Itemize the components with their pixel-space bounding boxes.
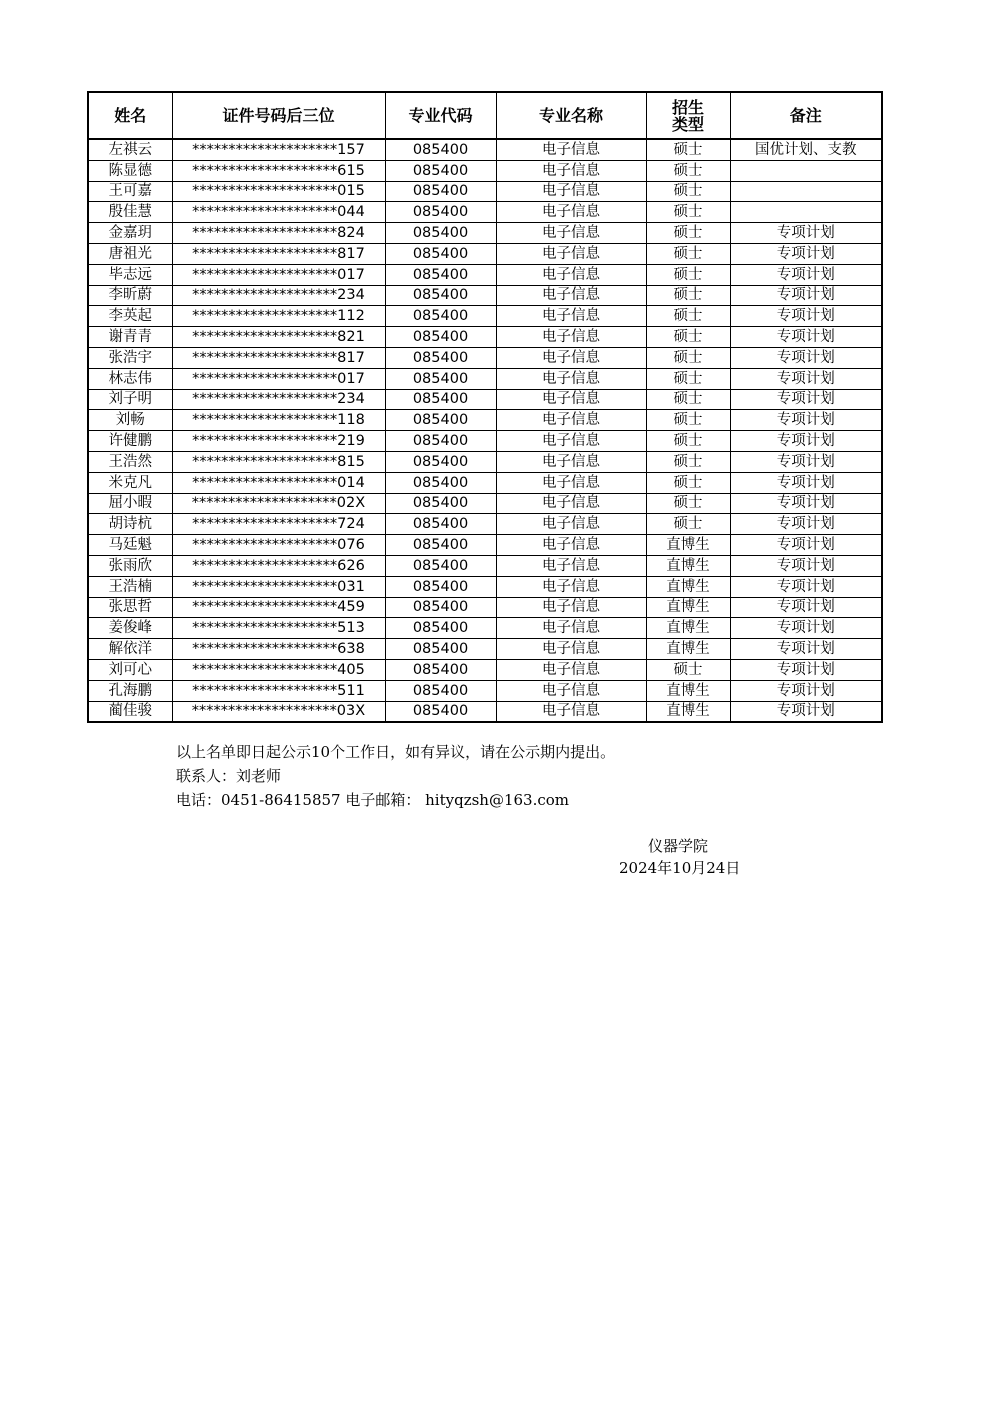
cell-major-name: 电子信息 xyxy=(496,472,646,493)
cell-id-last3: ********************02X xyxy=(172,493,385,514)
cell-name: 陈显德 xyxy=(88,160,172,181)
cell-name: 谢青青 xyxy=(88,327,172,348)
cell-name: 刘子明 xyxy=(88,389,172,410)
cell-note: 专项计划 xyxy=(730,327,882,348)
cell-major-name: 电子信息 xyxy=(496,555,646,576)
cell-major-code: 085400 xyxy=(385,431,496,452)
notice-text: 以上名单即日起公示10个工作日，如有异议，请在公示期内提出。 xyxy=(176,743,616,761)
cell-name: 金嘉玥 xyxy=(88,223,172,244)
cell-enroll-type: 硕士 xyxy=(646,327,730,348)
cell-id-last3: ********************821 xyxy=(172,327,385,348)
cell-major-code: 085400 xyxy=(385,347,496,368)
table-body xyxy=(88,139,882,722)
cell-note: 专项计划 xyxy=(730,451,882,472)
cell-enroll-type: 直博生 xyxy=(646,639,730,660)
cell-major-name: 电子信息 xyxy=(496,160,646,181)
cell-major-name: 电子信息 xyxy=(496,285,646,306)
cell-major-name: 电子信息 xyxy=(496,410,646,431)
table-row xyxy=(88,243,882,264)
cell-id-last3: ********************076 xyxy=(172,535,385,556)
cell-id-last3: ********************817 xyxy=(172,243,385,264)
cell-note: 专项计划 xyxy=(730,659,882,680)
cell-enroll-type: 硕士 xyxy=(646,202,730,223)
cell-note: 专项计划 xyxy=(730,535,882,556)
cell-id-last3: ********************405 xyxy=(172,659,385,680)
cell-major-code: 085400 xyxy=(385,493,496,514)
cell-enroll-type: 硕士 xyxy=(646,514,730,535)
cell-name: 左祺云 xyxy=(88,139,172,160)
cell-note: 专项计划 xyxy=(730,368,882,389)
cell-name: 屈小暇 xyxy=(88,493,172,514)
table-row xyxy=(88,389,882,410)
cell-id-last3: ********************824 xyxy=(172,223,385,244)
cell-major-code: 085400 xyxy=(385,264,496,285)
table-row xyxy=(88,223,882,244)
cell-enroll-type: 硕士 xyxy=(646,223,730,244)
cell-name: 王浩然 xyxy=(88,451,172,472)
table-row xyxy=(88,139,882,160)
cell-enroll-type: 硕士 xyxy=(646,368,730,389)
cell-id-last3: ********************031 xyxy=(172,576,385,597)
cell-name: 张雨欣 xyxy=(88,555,172,576)
header-name: 姓名 xyxy=(88,92,172,139)
table-row xyxy=(88,202,882,223)
cell-major-code: 085400 xyxy=(385,139,496,160)
cell-major-code: 085400 xyxy=(385,181,496,202)
cell-id-last3: ********************234 xyxy=(172,285,385,306)
cell-enroll-type: 硕士 xyxy=(646,139,730,160)
cell-major-code: 085400 xyxy=(385,680,496,701)
cell-note: 专项计划 xyxy=(730,576,882,597)
cell-name: 殷佳慧 xyxy=(88,202,172,223)
table-row xyxy=(88,472,882,493)
cell-enroll-type: 硕士 xyxy=(646,431,730,452)
cell-id-last3: ********************03X xyxy=(172,701,385,722)
cell-name: 唐祖光 xyxy=(88,243,172,264)
cell-major-code: 085400 xyxy=(385,223,496,244)
cell-id-last3: ********************817 xyxy=(172,347,385,368)
cell-note xyxy=(730,160,882,181)
cell-note: 专项计划 xyxy=(730,514,882,535)
cell-name: 李英起 xyxy=(88,306,172,327)
cell-note: 专项计划 xyxy=(730,493,882,514)
table-row xyxy=(88,535,882,556)
table-row xyxy=(88,493,882,514)
cell-note: 专项计划 xyxy=(730,389,882,410)
cell-name: 王浩楠 xyxy=(88,576,172,597)
header-note: 备注 xyxy=(730,92,882,139)
table-row xyxy=(88,451,882,472)
header-enroll-type-line2: 类型 xyxy=(671,114,704,134)
table-row xyxy=(88,306,882,327)
signature-org: 仪器学院 xyxy=(648,837,709,855)
cell-major-code: 085400 xyxy=(385,368,496,389)
contact-person: 联系人：刘老师 xyxy=(176,767,282,785)
cell-enroll-type: 硕士 xyxy=(646,285,730,306)
cell-id-last3: ********************015 xyxy=(172,181,385,202)
cell-major-code: 085400 xyxy=(385,243,496,264)
cell-note: 专项计划 xyxy=(730,431,882,452)
cell-enroll-type: 硕士 xyxy=(646,659,730,680)
header-major-code: 专业代码 xyxy=(385,92,496,139)
cell-id-last3: ********************615 xyxy=(172,160,385,181)
cell-enroll-type: 硕士 xyxy=(646,389,730,410)
cell-major-name: 电子信息 xyxy=(496,514,646,535)
cell-name: 姜俊峰 xyxy=(88,618,172,639)
cell-name: 胡诗杭 xyxy=(88,514,172,535)
table-row xyxy=(88,181,882,202)
cell-enroll-type: 硕士 xyxy=(646,472,730,493)
cell-enroll-type: 硕士 xyxy=(646,493,730,514)
signature-date: 2024年10月24日 xyxy=(619,859,741,877)
cell-major-name: 电子信息 xyxy=(496,493,646,514)
cell-name: 王可嘉 xyxy=(88,181,172,202)
cell-id-last3: ********************157 xyxy=(172,139,385,160)
cell-name: 林志伟 xyxy=(88,368,172,389)
cell-major-code: 085400 xyxy=(385,202,496,223)
cell-note: 专项计划 xyxy=(730,555,882,576)
cell-major-name: 电子信息 xyxy=(496,181,646,202)
cell-major-code: 085400 xyxy=(385,659,496,680)
cell-enroll-type: 硕士 xyxy=(646,410,730,431)
cell-note: 专项计划 xyxy=(730,285,882,306)
cell-major-code: 085400 xyxy=(385,410,496,431)
cell-enroll-type: 硕士 xyxy=(646,160,730,181)
cell-id-last3: ********************118 xyxy=(172,410,385,431)
cell-enroll-type: 直博生 xyxy=(646,555,730,576)
cell-note: 专项计划 xyxy=(730,347,882,368)
cell-enroll-type: 硕士 xyxy=(646,451,730,472)
header-id-last3: 证件号码后三位 xyxy=(172,92,385,139)
cell-note: 国优计划、支教 xyxy=(730,139,882,160)
table-row xyxy=(88,327,882,348)
cell-major-code: 085400 xyxy=(385,535,496,556)
header-enroll-type xyxy=(646,92,730,139)
table-row xyxy=(88,639,882,660)
cell-enroll-type: 直博生 xyxy=(646,535,730,556)
table-row xyxy=(88,555,882,576)
cell-enroll-type: 直博生 xyxy=(646,701,730,722)
cell-enroll-type: 直博生 xyxy=(646,618,730,639)
table-row xyxy=(88,618,882,639)
cell-id-last3: ********************017 xyxy=(172,368,385,389)
cell-major-name: 电子信息 xyxy=(496,389,646,410)
cell-major-name: 电子信息 xyxy=(496,659,646,680)
cell-major-name: 电子信息 xyxy=(496,243,646,264)
cell-id-last3: ********************511 xyxy=(172,680,385,701)
cell-major-code: 085400 xyxy=(385,451,496,472)
cell-major-code: 085400 xyxy=(385,576,496,597)
table-row xyxy=(88,264,882,285)
cell-name: 张思哲 xyxy=(88,597,172,618)
cell-major-name: 电子信息 xyxy=(496,597,646,618)
cell-note: 专项计划 xyxy=(730,472,882,493)
cell-note: 专项计划 xyxy=(730,243,882,264)
table-row xyxy=(88,514,882,535)
cell-name: 米克凡 xyxy=(88,472,172,493)
cell-note xyxy=(730,202,882,223)
cell-major-name: 电子信息 xyxy=(496,451,646,472)
cell-id-last3: ********************638 xyxy=(172,639,385,660)
cell-note: 专项计划 xyxy=(730,701,882,722)
table-row xyxy=(88,431,882,452)
cell-note: 专项计划 xyxy=(730,618,882,639)
cell-id-last3: ********************112 xyxy=(172,306,385,327)
cell-enroll-type: 硕士 xyxy=(646,347,730,368)
cell-enroll-type: 硕士 xyxy=(646,306,730,327)
table-row xyxy=(88,680,882,701)
cell-major-name: 电子信息 xyxy=(496,535,646,556)
header-enroll-type-line1: 招生 xyxy=(671,97,704,117)
cell-major-name: 电子信息 xyxy=(496,639,646,660)
cell-major-code: 085400 xyxy=(385,306,496,327)
cell-enroll-type: 直博生 xyxy=(646,597,730,618)
cell-major-name: 电子信息 xyxy=(496,701,646,722)
cell-enroll-type: 直博生 xyxy=(646,680,730,701)
admission-list-table xyxy=(87,91,883,723)
cell-name: 解依洋 xyxy=(88,639,172,660)
cell-id-last3: ********************219 xyxy=(172,431,385,452)
cell-enroll-type: 直博生 xyxy=(646,576,730,597)
cell-note: 专项计划 xyxy=(730,264,882,285)
cell-major-name: 电子信息 xyxy=(496,139,646,160)
cell-id-last3: ********************513 xyxy=(172,618,385,639)
cell-name: 蔺佳骏 xyxy=(88,701,172,722)
table-row xyxy=(88,597,882,618)
table-row xyxy=(88,347,882,368)
cell-major-name: 电子信息 xyxy=(496,576,646,597)
cell-id-last3: ********************044 xyxy=(172,202,385,223)
cell-major-name: 电子信息 xyxy=(496,680,646,701)
table-row xyxy=(88,659,882,680)
cell-major-name: 电子信息 xyxy=(496,327,646,348)
cell-major-name: 电子信息 xyxy=(496,347,646,368)
cell-enroll-type: 硕士 xyxy=(646,243,730,264)
cell-id-last3: ********************234 xyxy=(172,389,385,410)
cell-id-last3: ********************815 xyxy=(172,451,385,472)
cell-major-name: 电子信息 xyxy=(496,306,646,327)
cell-major-code: 085400 xyxy=(385,701,496,722)
cell-id-last3: ********************459 xyxy=(172,597,385,618)
cell-note xyxy=(730,181,882,202)
cell-note: 专项计划 xyxy=(730,306,882,327)
table-row xyxy=(88,410,882,431)
cell-major-code: 085400 xyxy=(385,597,496,618)
cell-id-last3: ********************014 xyxy=(172,472,385,493)
cell-major-code: 085400 xyxy=(385,555,496,576)
cell-note: 专项计划 xyxy=(730,223,882,244)
cell-major-code: 085400 xyxy=(385,160,496,181)
cell-id-last3: ********************724 xyxy=(172,514,385,535)
cell-enroll-type: 硕士 xyxy=(646,181,730,202)
cell-name: 张浩宇 xyxy=(88,347,172,368)
cell-major-name: 电子信息 xyxy=(496,431,646,452)
cell-major-name: 电子信息 xyxy=(496,368,646,389)
cell-name: 刘可心 xyxy=(88,659,172,680)
table-row xyxy=(88,285,882,306)
cell-name: 毕志远 xyxy=(88,264,172,285)
cell-note: 专项计划 xyxy=(730,639,882,660)
cell-id-last3: ********************017 xyxy=(172,264,385,285)
cell-enroll-type: 硕士 xyxy=(646,264,730,285)
cell-note: 专项计划 xyxy=(730,597,882,618)
header-major-name: 专业名称 xyxy=(496,92,646,139)
cell-name: 马廷魁 xyxy=(88,535,172,556)
contact-info: 电话：0451-86415857 电子邮箱： hityqzsh@163.com xyxy=(176,791,570,809)
cell-major-code: 085400 xyxy=(385,285,496,306)
cell-major-code: 085400 xyxy=(385,514,496,535)
table-row xyxy=(88,576,882,597)
cell-note: 专项计划 xyxy=(730,680,882,701)
cell-major-name: 电子信息 xyxy=(496,618,646,639)
cell-major-code: 085400 xyxy=(385,639,496,660)
cell-major-name: 电子信息 xyxy=(496,223,646,244)
cell-major-code: 085400 xyxy=(385,389,496,410)
table-row xyxy=(88,160,882,181)
cell-note: 专项计划 xyxy=(730,410,882,431)
cell-major-code: 085400 xyxy=(385,327,496,348)
cell-name: 许健鹏 xyxy=(88,431,172,452)
cell-major-name: 电子信息 xyxy=(496,202,646,223)
cell-id-last3: ********************626 xyxy=(172,555,385,576)
table-header-row xyxy=(88,92,882,139)
cell-major-code: 085400 xyxy=(385,472,496,493)
cell-name: 孔海鹏 xyxy=(88,680,172,701)
cell-name: 李昕蔚 xyxy=(88,285,172,306)
cell-name: 刘畅 xyxy=(88,410,172,431)
cell-major-name: 电子信息 xyxy=(496,264,646,285)
cell-major-code: 085400 xyxy=(385,618,496,639)
table-row xyxy=(88,701,882,722)
table-row xyxy=(88,368,882,389)
